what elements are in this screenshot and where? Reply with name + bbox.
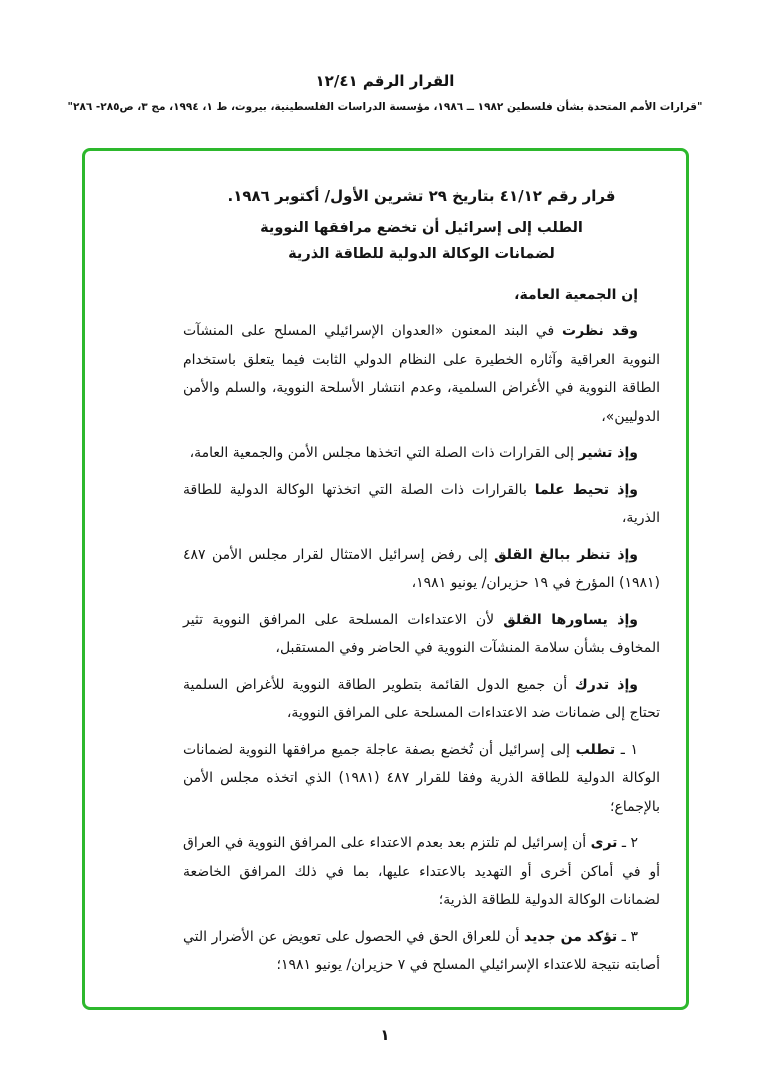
resolution-number-heading: القرار الرقم ١٢/٤١ bbox=[315, 72, 455, 90]
resolution-title: قرار رقم ٤١/١٢ بتاريخ ٢٩ تشرين الأول/ أكتوبر ١٩٨٦. bbox=[227, 187, 616, 205]
paragraph-lead: وإذ تنظر ببالغ القلق bbox=[494, 546, 639, 563]
paragraph-text: أن للعراق الحق في الحصول على تعويض عن الأضرار التي أصابته نتيجة للاعتداء الإسرائيلي المسلح في ٧ حزيران/ يونيو ١٩٨١؛ bbox=[183, 928, 660, 973]
resolution-subtitle-line1: الطلب إلى إسرائيل أن تخضع مرافقها النووية bbox=[260, 220, 583, 236]
preamble-paragraph bbox=[183, 476, 660, 533]
paragraph-lead: ترى bbox=[590, 835, 618, 851]
paragraph-lead: وإذ تحيط علما bbox=[534, 481, 638, 498]
preamble-paragraph bbox=[183, 671, 660, 728]
paragraph-text: في البند المعنون «العدوان الإسرائيلي المسلح على المنشآت النووية العراقية وآثاره الخطيرة على النظام الدولي الثابت فيما يتعلق باستخدام الطاقة النووية في الأغراض السلمية، وعدم انتشار الأسلحة النووية، والسلم والأمن الدوليين»، bbox=[183, 323, 660, 425]
preamble-paragraph bbox=[183, 541, 660, 598]
preamble-paragraph bbox=[183, 606, 660, 663]
paragraph-number: ٣ ـ bbox=[617, 928, 638, 945]
preamble-paragraph bbox=[183, 317, 660, 431]
paragraph-lead: تؤكد من جديد bbox=[524, 928, 618, 945]
paragraph-text: بالقرارات ذات الصلة التي اتخذتها الوكالة الدولية للطاقة الذرية، bbox=[183, 481, 660, 526]
paragraph-number: ٢ ـ bbox=[617, 835, 638, 851]
source-citation: "قرارات الأمم المتحدة بشأن فلسطين ١٩٨٢ ــ ١٩٨٦، مؤسسة الدراسات الفلسطينية، بيروت، ط ١، ١٩٩٤، مج ٣، ص٢٨٥- ٢٨٦" bbox=[67, 101, 703, 113]
paragraph-text: لأن الاعتداءات المسلحة على المرافق النووية تثير المخاوف بشأن سلامة المنشآت النووية في الحاضر وفي المستقبل، bbox=[183, 611, 660, 656]
paragraph-text: أن جميع الدول القائمة بتطوير الطاقة النووية للأغراض السلمية تحتاج إلى ضمانات ضد الاعتداءات المسلحة على المرافق النووية، bbox=[183, 676, 660, 721]
paragraph-lead: وإذ يساورها القلق bbox=[503, 611, 638, 628]
page-number: ١ bbox=[380, 1026, 390, 1044]
paragraph-text: إلى القرارات ذات الصلة التي اتخذها مجلس الأمن والجمعية العامة، bbox=[189, 445, 579, 461]
paragraph-lead: تطلب bbox=[575, 741, 616, 758]
paragraph-number: ١ ـ bbox=[615, 741, 638, 758]
paragraph-text: إلى إسرائيل أن تُخضع بصفة عاجلة جميع مرافقها النووية لضمانات الوكالة الدولية للطاقة الذرية وفقا للقرار ٤٨٧ (١٩٨١) الذي اتخذه مجلس الأمن بالإجماع؛ bbox=[183, 741, 660, 815]
opening-line: إن الجمعية العامة، bbox=[514, 287, 638, 303]
page-header bbox=[0, 72, 770, 113]
operative-paragraph bbox=[183, 923, 660, 980]
operative-paragraph bbox=[183, 736, 660, 822]
paragraph-text: إلى رفض إسرائيل الامتثال لقرار مجلس الأمن ٤٨٧ (١٩٨١) المؤرخ في ١٩ حزيران/ يونيو ١٩٨١، bbox=[183, 546, 660, 591]
preamble-paragraph bbox=[183, 439, 660, 468]
operative-paragraph bbox=[183, 829, 660, 915]
paragraph-text: أن إسرائيل لم تلتزم بعد بعدم الاعتداء على المرافق النووية في العراق أو في أماكن أخرى أو التهديد بالاعتداء عليها، بما في ذلك المرافق الخاضعة لضمانات الوكالة الدولية للطاقة الذرية؛ bbox=[183, 835, 660, 908]
paragraph-lead: وإذ تدرك bbox=[574, 676, 638, 693]
paragraph-lead: وقد نظرت bbox=[562, 323, 638, 339]
paragraph-lead: وإذ تشير bbox=[578, 445, 638, 461]
document-frame bbox=[82, 148, 689, 1010]
resolution-subtitle-line2: لضمانات الوكالة الدولية للطاقة الذرية bbox=[288, 246, 555, 262]
